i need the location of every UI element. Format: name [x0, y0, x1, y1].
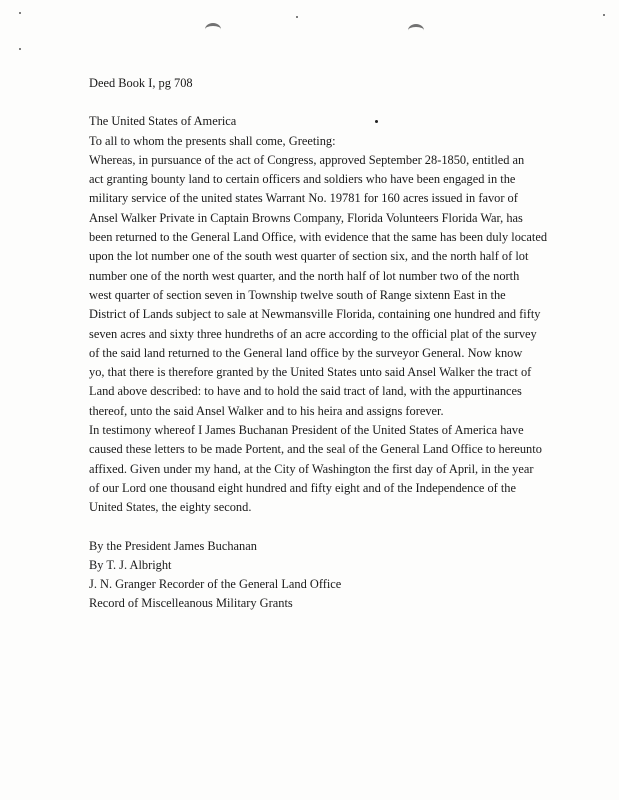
greeting-line: To all to whom the presents shall come, Greeting:: [89, 133, 336, 148]
testimony-line: caused these letters to be made Portent, and the seal of the General Land Office to hereunto: [89, 442, 542, 457]
body-line: Whereas, in pursuance of the act of Congress, approved September 28-1850, entitled an: [89, 152, 525, 167]
testimony-line: United States, the eighty second.: [89, 500, 252, 515]
body-line: number one of the north west quarter, and the north half of lot number two of the north: [89, 268, 520, 283]
body-line: thereof, unto the said Ansel Walker and to his heira and assigns forever.: [89, 403, 444, 418]
testimony-line: of our Lord one thousand eight hundred and fifty eight and of the Independence of the: [89, 480, 516, 495]
scan-speck: [603, 14, 605, 16]
signature-line: By the President James Buchanan: [89, 538, 257, 553]
scan-speck: [296, 16, 298, 18]
scan-speck: [19, 48, 21, 50]
body-line: military service of the united states Warrant No. 19781 for 160 acres issued in favor of: [89, 191, 518, 206]
testimony-line: affixed. Given under my hand, at the City of Washington the first day of April, in the year: [89, 461, 534, 476]
body-line: District of Lands subject to sale at Newmansville Florida, containing one hundred and fifty: [89, 307, 541, 322]
spacer: [89, 93, 559, 112]
body-line: west quarter of section seven in Township twelve south of Range sixtenn East in the: [89, 287, 506, 302]
spacer: [89, 518, 559, 537]
body-line: Land above described: to have and to hold the said tract of land, with the appurtinances: [89, 384, 522, 399]
testimony-line: In testimony whereof I James Buchanan President of the United States of America have: [89, 423, 524, 438]
punch-hole-mark: [408, 24, 424, 37]
deed-reference: Deed Book I, pg 708: [89, 76, 193, 90]
punch-hole-mark: [205, 23, 221, 36]
body-line: been returned to the General Land Office, with evidence that the same has been duly located: [89, 230, 548, 245]
signature-line: By T. J. Albright: [89, 557, 172, 572]
body-line: Ansel Walker Private in Captain Browns Company, Florida Volunteers Florida War, has: [89, 210, 523, 225]
body-line: seven acres and sixty three hundreths of an acre according to the official plat of the survey: [89, 326, 537, 341]
document-heading: The United States of America: [89, 114, 237, 129]
signature-line: Record of Miscelleanous Military Grants: [89, 596, 293, 611]
body-line: act granting bounty land to certain officers and soldiers who have been engaged in the: [89, 172, 516, 187]
scan-speck: [19, 12, 21, 14]
body-line: yo, that there is therefore granted by the United States unto said Ansel Walker the tract of: [89, 365, 532, 380]
document-text: [89, 74, 559, 614]
signature-line: J. N. Granger Recorder of the General Land Office: [89, 577, 342, 592]
body-line: of the said land returned to the General land office by the surveyor General. Now know: [89, 345, 523, 360]
body-line: upon the lot number one of the south west quarter of section six, and the north half of lot: [89, 249, 529, 264]
